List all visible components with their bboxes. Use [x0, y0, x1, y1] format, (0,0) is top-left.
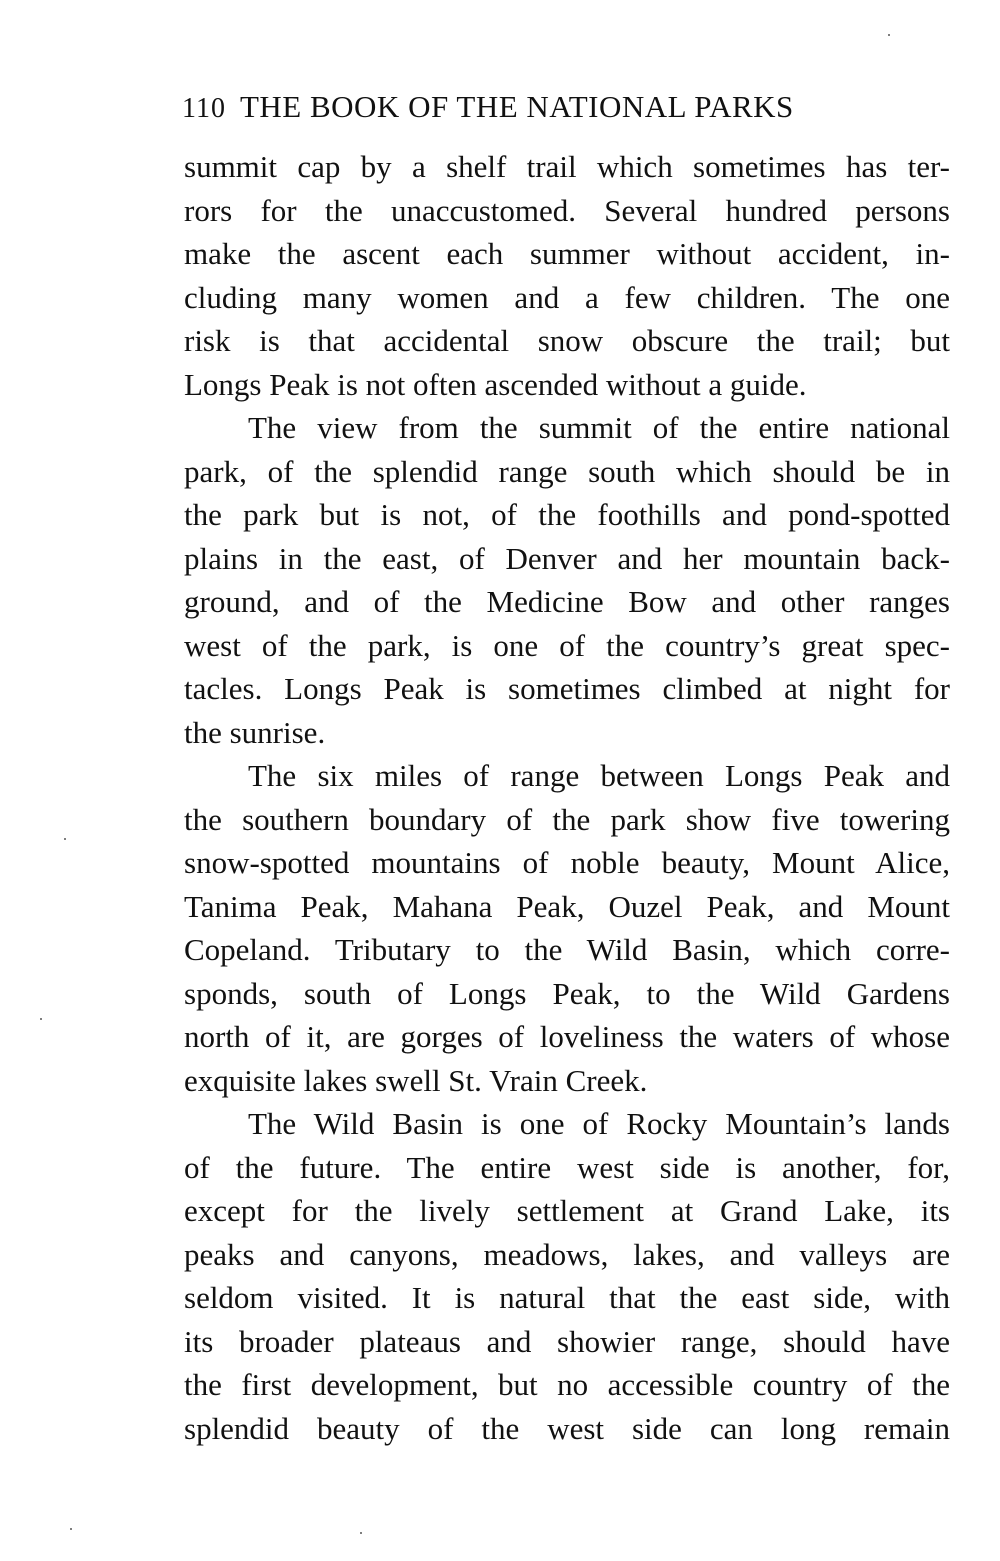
text-line: Copeland. Tributary to the Wild Basin, which corre-: [184, 932, 950, 967]
text-line: cluding many women and a few children. The one: [184, 279, 950, 315]
text-line: sponds, south of Longs Peak, to the Wild Gardens: [184, 975, 950, 1011]
text-line: The six miles of range between Longs Peak and: [248, 758, 950, 793]
scan-speck: [40, 1018, 42, 1020]
body-text: [184, 145, 950, 1450]
text-line: plains in the east, of Denver and her mountain back-: [184, 540, 950, 576]
text-line: west of the park, is one of the country’s great spec-: [184, 627, 950, 663]
text-line: park, of the splendid range south which should be in: [184, 453, 950, 489]
text-line: Tanima Peak, Mahana Peak, Ouzel Peak, and Mount: [184, 888, 950, 924]
scan-speck: [70, 1528, 72, 1530]
text-line: the park but is not, of the foothills and pond-spotted: [184, 497, 950, 532]
text-line: make the ascent each summer without accident, in-: [184, 236, 950, 271]
text-line: ground, and of the Medicine Bow and other ranges: [184, 584, 950, 619]
book-title: THE BOOK OF THE NATIONAL PARKS: [239, 89, 794, 124]
text-line: seldom visited. It is natural that the east side, with: [184, 1280, 950, 1315]
scan-speck: [64, 838, 66, 840]
text-line: splendid beauty of the west side can long remain: [184, 1410, 950, 1446]
text-line: except for the lively settlement at Grand Lake, its: [184, 1193, 950, 1228]
text-line: the southern boundary of the park show five towering: [184, 801, 950, 837]
text-line: snow-spotted mountains of noble beauty, Mount Alice,: [184, 845, 950, 880]
text-line: the first development, but no accessible country of the: [184, 1367, 950, 1402]
text-line: the sunrise.: [184, 714, 326, 750]
text-line: north of it, are gorges of loveliness the waters of whose: [184, 1019, 950, 1054]
text-line: summit cap by a shelf trail which sometimes has ter-: [184, 149, 950, 184]
text-line: The view from the summit of the entire national: [248, 410, 950, 445]
text-line: its broader plateaus and showier range, should have: [184, 1323, 950, 1359]
text-line: of the future. The entire west side is another, for,: [184, 1149, 950, 1185]
scan-speck: [360, 1532, 362, 1534]
scan-speck: [888, 34, 890, 36]
text-line: Longs Peak is not often ascended without a guide.: [184, 366, 807, 402]
text-line: exquisite lakes swell St. Vrain Creek.: [184, 1062, 648, 1098]
text-line: tacles. Longs Peak is sometimes climbed at night for: [184, 671, 950, 706]
running-head: [182, 84, 950, 130]
page-number: 110: [182, 93, 226, 124]
text-line: The Wild Basin is one of Rocky Mountain’s lands: [248, 1106, 950, 1141]
text-line: risk is that accidental snow obscure the trail; but: [184, 323, 950, 358]
text-line: peaks and canyons, meadows, lakes, and valleys are: [184, 1236, 950, 1272]
text-line: rors for the unaccustomed. Several hundred persons: [184, 192, 950, 228]
